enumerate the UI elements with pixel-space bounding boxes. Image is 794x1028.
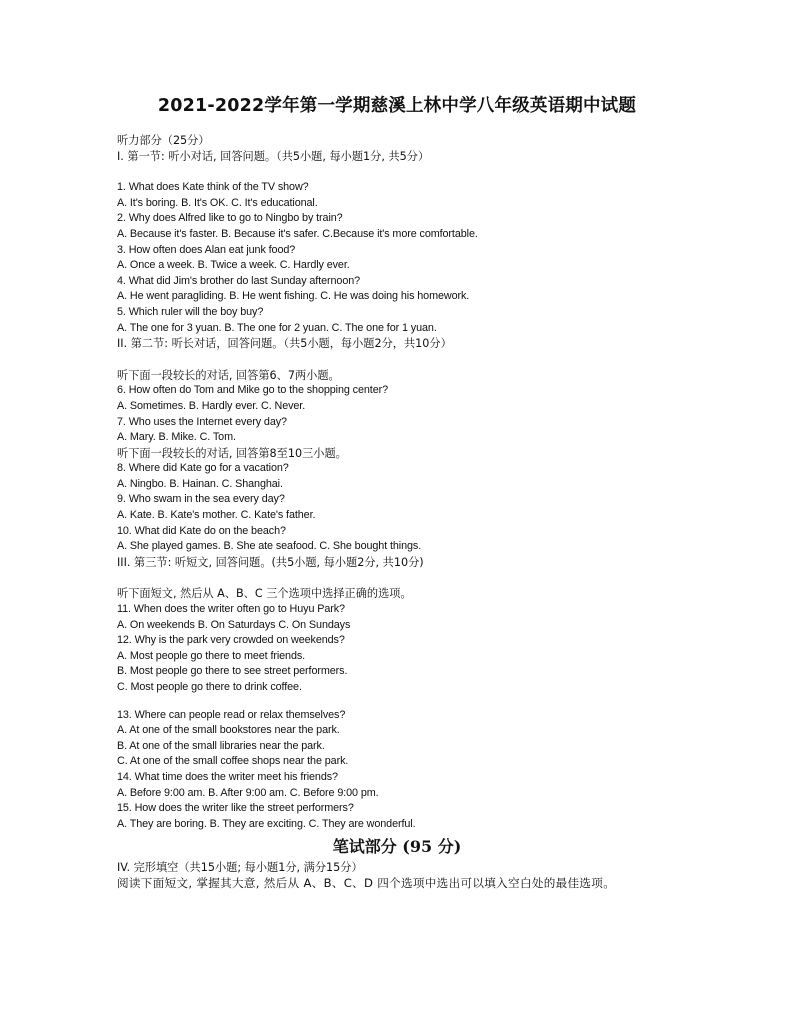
question-line: 6. How often do Tom and Mike go to the shopping center? bbox=[117, 384, 388, 397]
options-line: B. At one of the small libraries near the park. bbox=[117, 739, 325, 752]
options-line: A. Once a week. B. Twice a week. C. Hardly ever. bbox=[117, 259, 350, 272]
question-line: 2. Why does Alfred like to go to Ningbo by train? bbox=[117, 212, 343, 225]
section3-header: III. 第三节: 听短文, 回答问题。(共5小题, 每小题2分, 共10分) bbox=[117, 555, 424, 569]
options-line: A. Ningbo. B. Hainan. C. Shanghai. bbox=[117, 477, 283, 490]
question-line: 5. Which ruler will the boy buy? bbox=[117, 305, 264, 318]
section4-header: IV. 完形填空（共15小题; 每小题1分, 满分15分） bbox=[117, 861, 363, 875]
section2-intro-b: 听下面一段较长的对话, 回答第8至10三小题。 bbox=[117, 446, 347, 460]
options-line: A. On weekends B. On Saturdays C. On Sundays bbox=[117, 618, 351, 631]
options-line: A. It's boring. B. It's OK. C. It's educational. bbox=[117, 196, 318, 209]
options-line: A. He went paragliding. B. He went fishing. C. He was doing his homework. bbox=[117, 290, 470, 303]
options-line: A. Mary. B. Mike. C. Tom. bbox=[117, 431, 236, 444]
options-line: A. They are boring. B. They are exciting. C. They are wonderful. bbox=[117, 817, 416, 830]
question-line: 1. What does Kate think of the TV show? bbox=[117, 181, 309, 194]
question-line: 13. Where can people read or relax themselves? bbox=[117, 708, 346, 721]
options-line: C. At one of the small coffee shops near the park. bbox=[117, 755, 349, 768]
question-line: 10. What did Kate do on the beach? bbox=[117, 524, 286, 537]
options-line: A. Because it's faster. B. Because it's safer. C.Because it's more comfortable. bbox=[117, 227, 478, 240]
options-line: A. The one for 3 yuan. B. The one for 2 yuan. C. The one for 1 yuan. bbox=[117, 321, 437, 334]
section1-questions bbox=[117, 180, 757, 336]
spacer bbox=[117, 352, 757, 368]
question-line: 7. Who uses the Internet every day? bbox=[117, 415, 287, 428]
options-line: A. At one of the small bookstores near the park. bbox=[117, 724, 340, 737]
written-part-header: 笔试部分 (95 分) bbox=[332, 837, 462, 857]
options-line: A. Before 9:00 am. B. After 9:00 am. C. Before 9:00 pm. bbox=[117, 786, 379, 799]
question-line: 8. Where did Kate go for a vacation? bbox=[117, 462, 289, 475]
exam-content bbox=[117, 133, 757, 892]
section2-questions-b bbox=[117, 461, 757, 555]
spacer bbox=[117, 570, 757, 586]
options-line: B. Most people go there to see street performers. bbox=[117, 665, 348, 678]
question-line: 11. When does the writer often go to Huyu Park? bbox=[117, 603, 345, 616]
question-line: 3. How often does Alan eat junk food? bbox=[117, 243, 296, 256]
question-line: 9. Who swam in the sea every day? bbox=[117, 493, 285, 506]
spacer bbox=[117, 696, 757, 708]
listening-header: 听力部分（25分） bbox=[117, 134, 210, 147]
options-line: A. Kate. B. Kate's mother. C. Kate's father. bbox=[117, 509, 316, 522]
question-line: 14. What time does the writer meet his friends? bbox=[117, 770, 338, 783]
section2-intro-a: 听下面一段较长的对话, 回答第6、7两小题。 bbox=[117, 368, 340, 382]
question-line: 15. How does the writer like the street performers? bbox=[117, 802, 354, 815]
section3-questions-a bbox=[117, 602, 757, 696]
options-line: A. Most people go there to meet friends. bbox=[117, 649, 306, 662]
section3-questions-b bbox=[117, 708, 757, 833]
section2-header: II. 第二节: 听长对话，回答问题。（共5小题，每小题2分，共10分） bbox=[117, 337, 452, 351]
question-line: 4. What did Jim's brother do last Sunday afternoon? bbox=[117, 274, 361, 287]
options-line: A. Sometimes. B. Hardly ever. C. Never. bbox=[117, 399, 306, 412]
options-line: A. She played games. B. She ate seafood. C. She bought things. bbox=[117, 540, 422, 553]
spacer bbox=[117, 164, 757, 180]
section2-questions-a bbox=[117, 383, 757, 445]
options-line: C. Most people go there to drink coffee. bbox=[117, 681, 302, 693]
section1-header: I. 第一节: 听小对话, 回答问题。（共5小题, 每小题1分, 共5分） bbox=[117, 149, 430, 163]
question-line: 12. Why is the park very crowded on weekends? bbox=[117, 634, 345, 647]
section3-intro: 听下面短文, 然后从 A、B、C 三个选项中选择正确的选项。 bbox=[117, 587, 412, 601]
section4-instruction: 阅读下面短文, 掌握其大意, 然后从 A、B、C、D 四个选项中选出可以填入空白处的最佳选项。 bbox=[117, 875, 616, 890]
page-title: 2021-2022学年第一学期慈溪上林中学八年级英语期中试题 bbox=[157, 96, 637, 116]
